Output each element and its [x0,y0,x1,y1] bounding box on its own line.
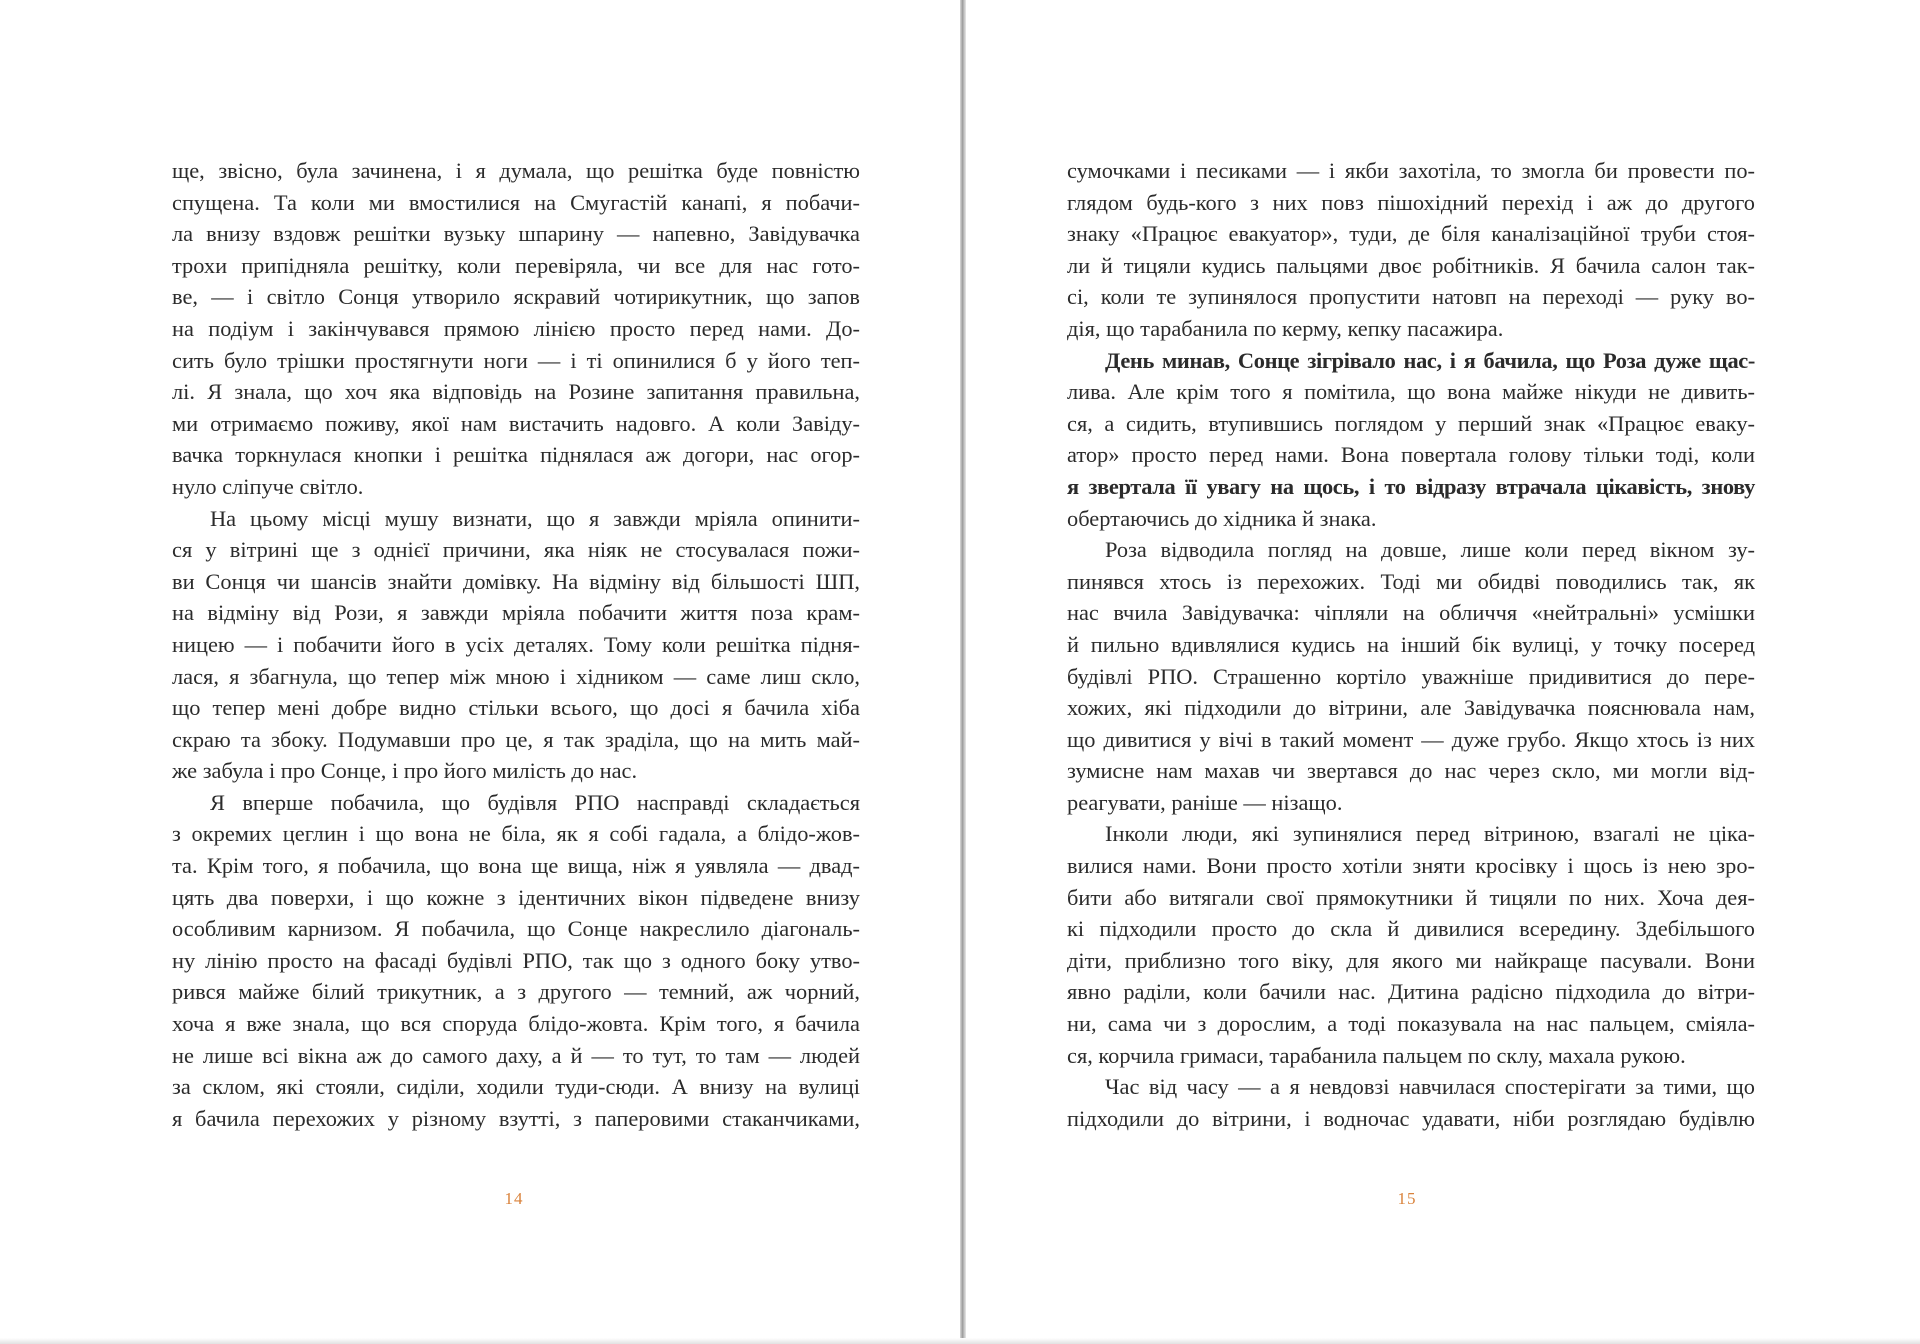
text-line-content: будівлі РПО. Страшенно кортіло уважніше придивитися до пере- [1067,663,1755,689]
text-line-content: й пильно вдивлялися кудись на інший бік вулиці, у точку посеред [1067,631,1755,657]
text-line-content: бити або витягали свої прямокутники й тицяли по них. Хоча дея- [1067,884,1755,910]
text-line [172,534,860,566]
text-line-content: Час від часу — а я невдовзі навчилася спостерігати за тими, що [1105,1074,1755,1100]
text-line-content: підходили до вітрини, і водночас удавати, ніби розглядаю будівлю [1067,1105,1755,1131]
text-line-content: я звертала її увагу на щось, і то відразу втрачала цікавість, знову [1067,473,1755,499]
text-line-content: глядом будь-кого з них повз пішохідний перехід і аж до другого [1067,189,1755,215]
text-line [172,376,860,408]
text-line [172,1071,860,1103]
text-line-content: спущена. Та коли ми вмостилися на Смугастій канапі, я побачи- [172,189,860,215]
text-line-content: кі підходили просто до скла й дивилися всередину. Здебільшого [1067,916,1755,942]
text-line [172,155,860,187]
text-line [1067,755,1755,787]
text-line-content: явно раділи, коли бачили нас. Дитина радісно підходила до вітри- [1067,979,1755,1005]
text-line [1067,187,1755,219]
text-line-content: ла внизу вздовж решітки вузьку шпарину — напевно, Завідувачка [172,221,860,247]
text-line [1067,597,1755,629]
text-line [1067,566,1755,598]
text-line-content: реагувати, раніше — нізащо. [1067,789,1343,815]
text-line-content: вачка торкнулася кнопки і решітка піднялася аж догори, нас огор- [172,442,860,468]
text-line [172,345,860,377]
text-line [1067,787,1755,819]
text-line-content: ми отримаємо поживу, якої нам вистачить надовго. А коли Завіду- [172,410,860,436]
text-line-content: що тепер мені добре видно стільки всього, що досі я бачила хіба [172,695,860,721]
text-line [1067,913,1755,945]
text-line-content: з окремих цеглин і що вона не біла, як я собі гадала, а блідо-жов- [172,821,860,847]
text-line-content: нас вчила Завідувачка: чіпляли на обличчя «нейтральні» усмішки [1067,600,1755,626]
text-line-content: скраю та збоку. Подумавши про це, я так зраділа, що на мить май- [172,726,860,752]
text-line-content: атор» просто перед нами. Вона повертала голову тільки тоді, коли [1067,442,1755,468]
text-line-content: дія, що тарабанила по керму, кепку пасажира. [1067,315,1504,341]
text-line [1067,661,1755,693]
right-page-text [1067,155,1755,1134]
text-line [1067,1071,1755,1103]
text-line [1067,345,1755,377]
text-line [172,187,860,219]
text-line [172,1040,860,1072]
right-page-number: 15 [1397,1189,1417,1208]
text-line-content: ну лінію просто на фасаді будівлі РПО, так що з одного боку утво- [172,947,860,973]
text-line [172,281,860,313]
text-line-content: День минав, Сонце зігрівало нас, і я бачила, що Роза дуже щас- [1105,347,1755,373]
text-line-content: ся у вітрині ще з однієї причини, яка ніяк не стосувалася пожи- [172,537,860,563]
text-line-content: діти, приблизно того віку, для якого ми найкраще пасували. Вони [1067,947,1755,973]
text-line-content: зумисне нам махав чи звертався до нас через скло, ми могли від- [1067,758,1755,784]
text-line-content: хоча я вже знала, що вся споруда блідо-жовта. Крім того, я бачила [172,1011,860,1037]
text-line [1067,376,1755,408]
text-line-content: Я вперше побачила, що будівля РПО насправді складається [210,789,860,815]
text-line-content: цять два поверхи, і що кожне з ідентичних вікон підведене внизу [172,884,860,910]
text-line [1067,629,1755,661]
text-line [1067,1103,1755,1135]
text-line-content: сить було трішки простягнути ноги — і ті опинилися б у його теп- [172,347,860,373]
bottom-edge-shadow [0,1338,1920,1344]
text-line [172,755,860,787]
text-line [172,850,860,882]
text-line [172,1103,860,1135]
text-line-content: на відміну від Рози, я завжди мріяла побачити життя поза крам- [172,600,860,626]
text-line-content: рився майже білий трикутник, а з другого — темний, аж чорний, [172,979,860,1005]
text-line [172,1008,860,1040]
text-line [1067,1040,1755,1072]
text-line [172,692,860,724]
text-line [1067,724,1755,756]
text-line [1067,976,1755,1008]
text-line [172,408,860,440]
text-line [172,566,860,598]
text-line-content: ся, корчила гримаси, тарабанила пальцем по склу, махала рукою. [1067,1042,1686,1068]
text-line-content: ще, звісно, була зачинена, і я думала, що решітка буде повністю [172,158,860,183]
text-line [1067,218,1755,250]
text-line-content: ве, — і світло Сонця утворило яскравий чотирикутник, що запов [172,284,860,310]
text-line-content: обертаючись до хідника й знака. [1067,505,1377,531]
text-line-content: що дивитися у вічі в такий момент — дуже грубо. Якщо хтось із них [1067,726,1755,752]
text-line [1067,439,1755,471]
text-line-content: за склом, які стояли, сиділи, ходили туди-сюди. А внизу на вулиці [172,1074,860,1100]
text-line [172,313,860,345]
text-line [172,787,860,819]
text-line-content: Роза відводила погляд на довше, лише коли перед вікном зу- [1105,537,1755,563]
text-line-content: ли й тицяли кудись пальцями двоє робітників. Я бачила салон так- [1067,252,1755,278]
text-line [172,945,860,977]
text-line-content: ницею — і побачити його в усіх деталях. Тому коли решітка підня- [172,631,860,657]
text-line-content: трохи припідняла решітку, коли перевіряла, чи все для нас гото- [172,252,860,278]
text-line [1067,471,1755,503]
text-line [172,629,860,661]
text-line [1067,408,1755,440]
text-line [172,882,860,914]
text-line-content: лива. Але крім того я помітила, що вона майже нікуди не дивить- [1067,379,1755,405]
text-line-content: знаку «Працює евакуатор», туди, де біля каналізаційної труби стоя- [1067,221,1755,247]
text-line [172,976,860,1008]
text-line [1067,503,1755,535]
text-line [172,913,860,945]
text-line-content: я бачила перехожих у різному взутті, з паперовими стаканчиками, [172,1105,860,1131]
text-line-content: хожих, які підходили до вітрини, але Завідувачка пояснювала нам, [1067,695,1755,721]
text-line [1067,818,1755,850]
right-page [966,0,1920,1344]
text-line [172,724,860,756]
text-line [172,439,860,471]
text-line [1067,313,1755,345]
text-line [1067,945,1755,977]
text-line-content: же забула і про Сонце, і про його милість до нас. [172,758,638,784]
text-line [172,661,860,693]
text-line-content: вилися нами. Вони просто хотіли зняти кросівку і щось із нею зро- [1067,853,1755,879]
text-line-content: не лише всі вікна аж до самого даху, а й — то тут, то там — людей [172,1042,860,1068]
text-line [172,471,860,503]
text-line [1067,692,1755,724]
text-line-content: лася, я збагнула, що тепер між мною і хідником — саме лиш скло, [172,663,860,689]
text-line-content: Інколи люди, які зупинялися перед вітриною, взагалі не ціка- [1105,821,1755,847]
text-line-content: пинявся хтось із перехожих. Тоді ми обидві поводились так, як [1067,568,1755,594]
text-line [1067,155,1755,187]
text-line-content: та. Крім того, я побачила, що вона ще вища, ніж я уявляла — двад- [172,853,860,879]
text-line [172,218,860,250]
text-line-content: лі. Я знала, що хоч яка відповідь на Розине запитання правильна, [172,379,860,405]
text-line [172,818,860,850]
text-line [1067,250,1755,282]
text-line [1067,850,1755,882]
left-page-number: 14 [504,1189,524,1208]
text-line-content: сумочками і песиками — і якби захотіла, то змогла би провести по- [1067,158,1755,183]
text-line [1067,1008,1755,1040]
text-line-content: ни, сама чи з дорослим, а тоді показувала на нас пальцем, сміяла- [1067,1011,1755,1037]
text-line [172,503,860,535]
text-line [172,250,860,282]
text-line [1067,534,1755,566]
text-line-content: особливим карнизом. Я побачила, що Сонце накреслило діагональ- [172,916,860,942]
text-line [1067,882,1755,914]
text-line-content: ви Сонця чи шансів знайти домівку. На відміну від більшості ШП, [172,568,860,594]
text-line [172,597,860,629]
left-page-text [172,155,860,1134]
text-line-content: нуло сліпуче світло. [172,473,364,499]
text-line-content: на подіум і закінчувався прямою лінією просто перед нами. До- [172,315,860,341]
text-line-content: На цьому місці мушу визнати, що я завжди мріяла опинити- [210,505,860,531]
text-line [1067,281,1755,313]
text-line-content: ся, а сидить, втупившись поглядом у перший знак «Працює евaку- [1067,410,1755,436]
text-line-content: сі, коли те зупинялося пропустити натовп на переході — руку во- [1067,284,1755,310]
